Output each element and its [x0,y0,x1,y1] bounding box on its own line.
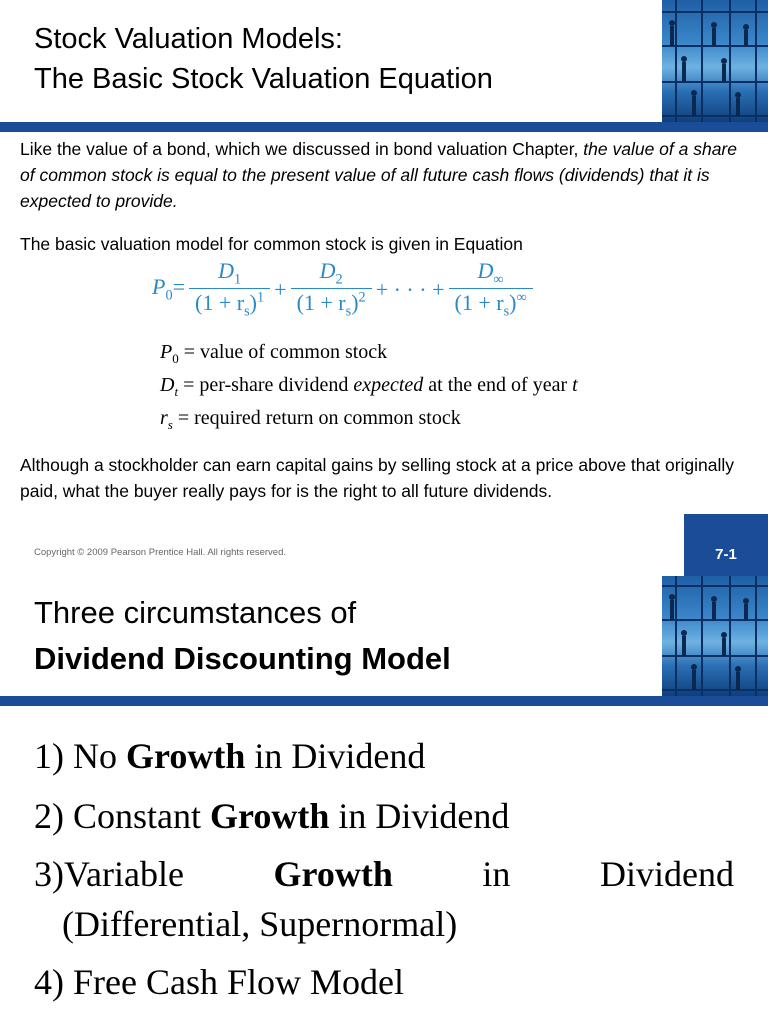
intro-italic-text: the value of a share of common stock is equal to the present value of all future cash flows (dividends) that it is expected to provide. [20,139,737,211]
equation-plus: + [274,276,287,302]
list-item: 1) No Growth in Dividend [34,736,426,776]
equation-term-1: $\frac{D_1}{(1 + r_s)^1}$ [189,258,270,321]
capital-gains-paragraph: Although a stockholder can earn capital gains by selling stock at a price above that originally paid, what the buyer really pays for is the right to all future dividends. [20,455,735,501]
intro-paragraph [20,137,740,215]
slide-1-title-line-2: The Basic Stock Valuation Equation [34,63,493,95]
equation-ellipsis: + · · · + [375,276,445,302]
copyright-notice: Copyright © 2009 Pearson Prentice Hall. All rights reserved. [34,547,287,558]
slide-1-title-area [0,0,768,122]
equation-definitions [160,336,578,435]
slide-2-title-rule [0,696,768,706]
slide-2-title-line-2: Dividend Discounting Model [34,641,451,676]
slide-1-title-line-1: Stock Valuation Models: [34,23,343,55]
equation-lhs: $P_0=$ [152,274,186,304]
definition-p0: $P_0$ = value of common stock [160,341,388,366]
slide-2-title-area [0,576,768,696]
page-number: 7-1 [715,546,737,563]
list-item-continuation: (Differential, Supernormal) [62,904,458,944]
definition-dt: $D_t$ = per-share dividend expected at the end of year t [160,374,578,400]
equation-term-2: $\frac{D_2}{(1 + r_s)^2}$ [291,258,372,321]
building-photo-icon [662,0,768,122]
slide-1-title-rule [0,122,768,132]
building-photo-icon [662,576,768,696]
page-number-badge [684,514,768,576]
list-item: 3)Variable Growth in Dividend [34,854,734,894]
slide-2-title-line-1: Three circumstances of [34,595,357,630]
valuation-equation [148,258,533,321]
intro-text: Like the value of a bond, which we discussed in bond valuation Chapter, [20,139,584,159]
slide-2 [0,576,768,1024]
definition-rs: $r_s$ = required return on common stock [160,407,461,433]
list-item: 4) Free Cash Flow Model [34,962,404,1002]
equation-intro-text: The basic valuation model for common stock is given in Equation [20,234,523,254]
list-item: 2) Constant Growth in Dividend [34,796,510,836]
equation-term-infinity: $\frac{D_\infty}{(1 + r_s)^\infty}$ [449,258,533,321]
